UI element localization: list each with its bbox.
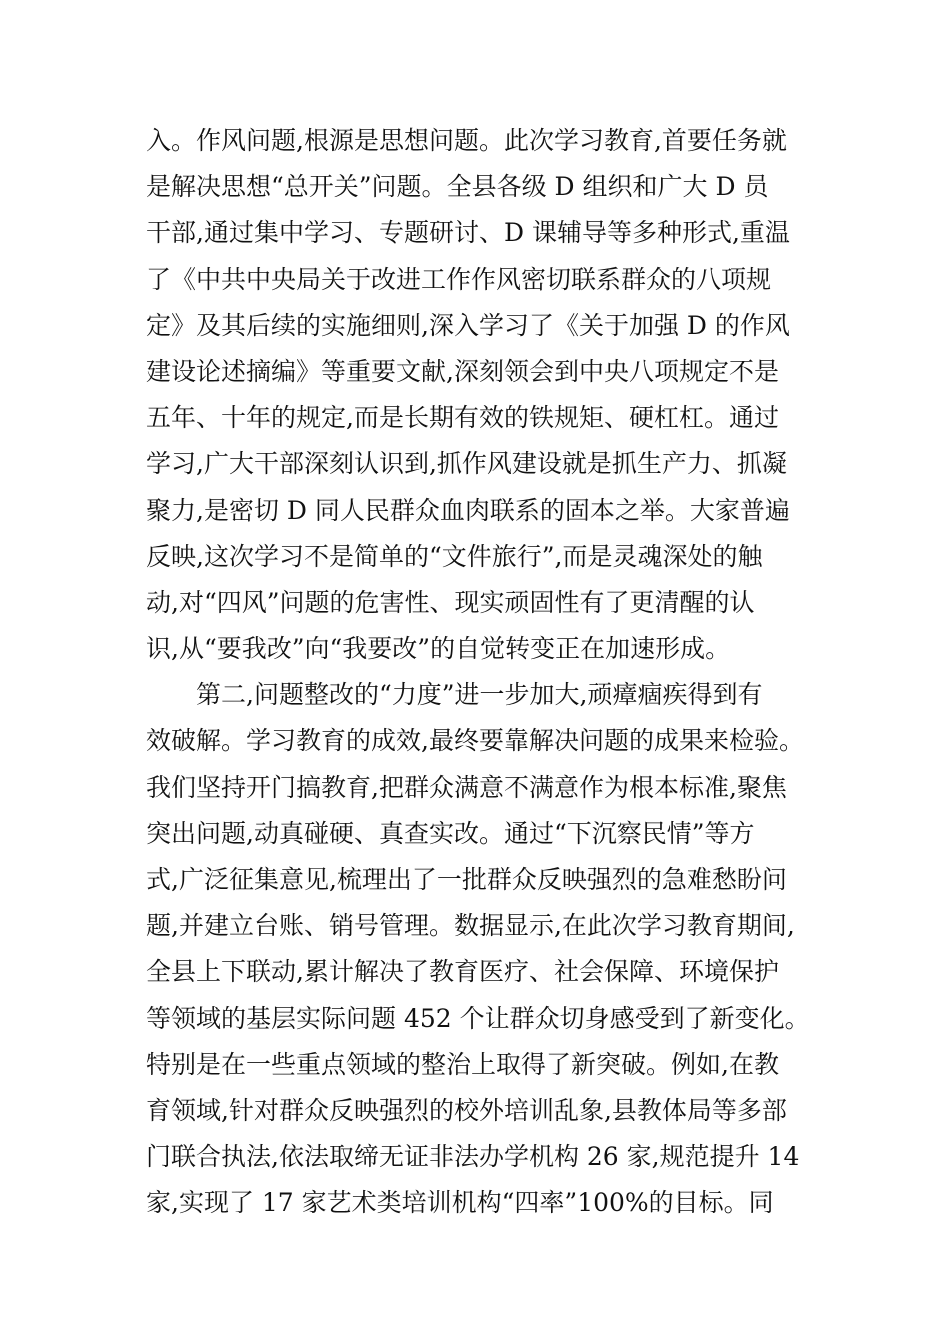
text-line: 突出问题,动真碰硬、真查实改。通过“下沉察民情”等方 xyxy=(146,818,755,848)
body-text xyxy=(146,118,826,1227)
text-line: 门联合执法,依法取缔无证非法办学机构 26 家,规范提升 14 xyxy=(146,1142,800,1172)
text-line: 全县上下联动,累计解决了教育医疗、社会保障、环境保护 xyxy=(146,957,779,987)
text-line: 了《中共中央局关于改进工作作风密切联系群众的八项规 xyxy=(146,264,772,294)
paragraph-start-line: 第二,问题整改的“力度”进一步加大,顽瘴痼疾得到有 xyxy=(196,680,763,710)
text-line: 定》及其后续的实施细则,深入学习了《关于加强 D 的作风 xyxy=(146,310,790,340)
text-line: 效破解。学习教育的成效,最终要靠解决问题的成果来检验。 xyxy=(146,726,804,756)
text-line: 五年、十年的规定,而是长期有效的铁规矩、硬杠杠。通过 xyxy=(146,403,779,433)
text-line: 识,从“要我改”向“我要改”的自觉转变正在加速形成。 xyxy=(146,634,731,664)
text-line: 育领域,针对群众反映强烈的校外培训乱象,县教体局等多部 xyxy=(146,1095,787,1125)
text-line: 家,实现了 17 家艺术类培训机构“四率”100%的目标。同 xyxy=(146,1188,774,1218)
text-line: 干部,通过集中学习、专题研讨、D 课辅导等多种形式,重温 xyxy=(146,218,790,248)
text-line: 动,对“四风”问题的危害性、现实顽固性有了更清醒的认 xyxy=(146,587,755,617)
text-line: 是解决思想“总开关”问题。全县各级 D 组织和广大 D 员 xyxy=(146,172,769,202)
text-line: 我们坚持开门搞教育,把群众满意不满意作为根本标准,聚焦 xyxy=(146,772,787,802)
text-line: 特别是在一些重点领域的整治上取得了新突破。例如,在教 xyxy=(146,1049,779,1079)
text-line: 反映,这次学习不是简单的“文件旅行”,而是灵魂深处的触 xyxy=(146,541,763,571)
text-line: 建设论述摘编》等重要文献,深刻领会到中央八项规定不是 xyxy=(146,356,779,386)
text-line: 等领域的基层实际问题 452 个让群众切身感受到了新变化。 xyxy=(146,1003,810,1033)
text-line: 式,广泛征集意见,梳理出了一批群众反映强烈的急难愁盼问 xyxy=(146,865,787,894)
text-line: 学习,广大干部深刻认识到,抓作风建设就是抓生产力、抓凝 xyxy=(146,449,787,479)
text-line: 题,并建立台账、销号管理。数据显示,在此次学习教育期间, xyxy=(146,911,795,941)
text-line: 聚力,是密切 D 同人民群众血肉联系的固本之举。大家普遍 xyxy=(146,495,790,525)
text-line: 入。作风问题,根源是思想问题。此次学习教育,首要任务就 xyxy=(146,126,787,155)
